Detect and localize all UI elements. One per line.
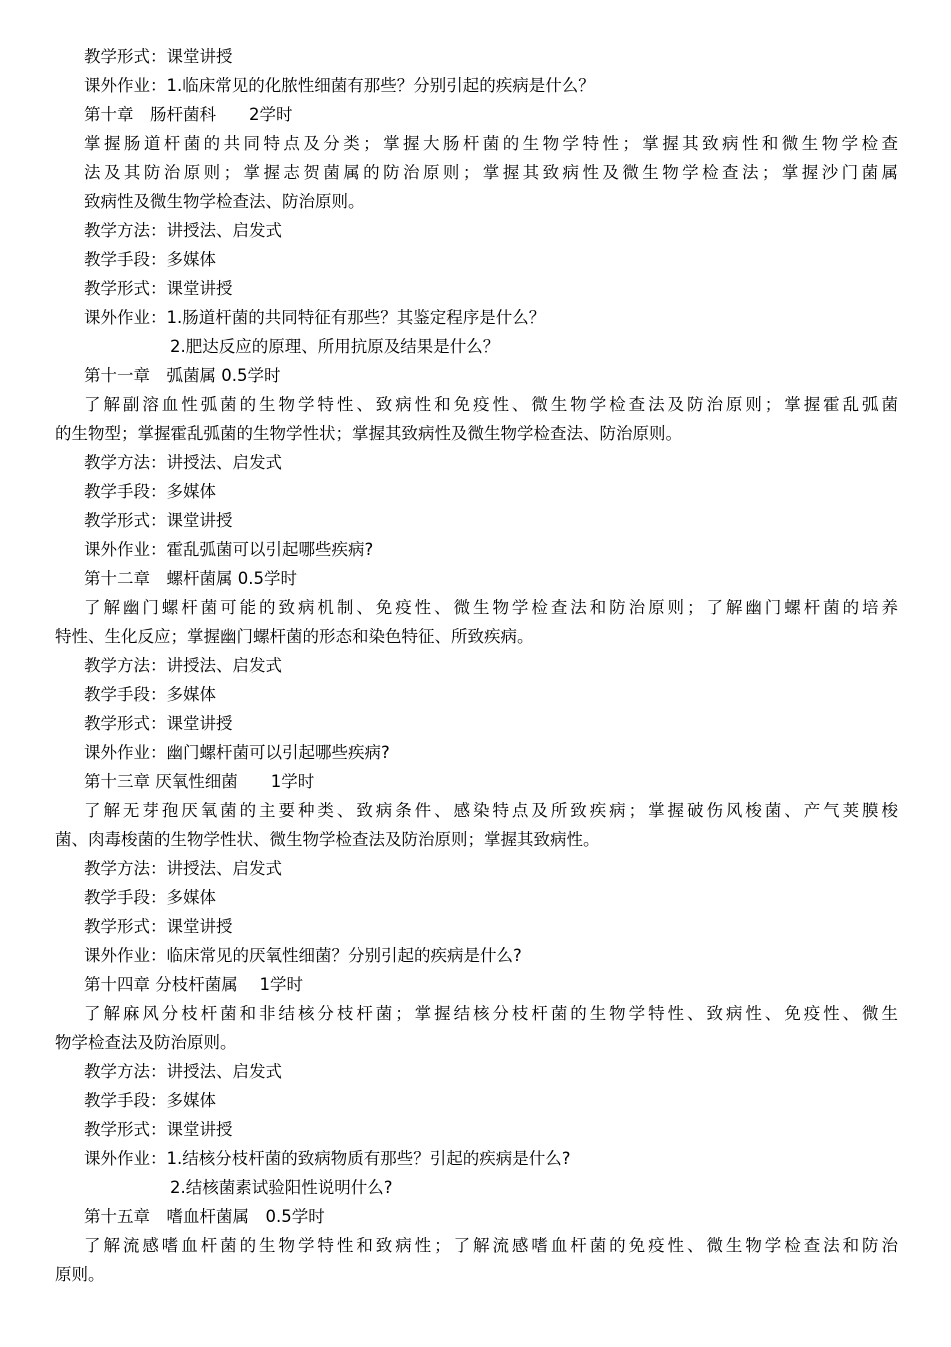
homework-item-2: 2.肥达反应的原理、所用抗原及结果是什么？: [170, 337, 500, 356]
chapter-10-body-line-3: 致病性及微生物学检查法、防治原则。: [84, 192, 365, 211]
homework-line: 课外作业：1.结核分枝杆菌的致病物质有那些？引起的疾病是什么?: [84, 1149, 571, 1168]
teaching-form-line: 教学形式：课堂讲授: [84, 714, 233, 733]
teaching-form-line: 教学形式：课堂讲授: [84, 47, 233, 66]
homework-line: 课外作业：临床常见的厌氧性细菌？分别引起的疾病是什么?: [84, 946, 522, 965]
chapter-14-body-line-2: 物学检查法及防治原则。: [55, 1033, 237, 1052]
chapter-15-body-line-2: 原则。: [55, 1265, 105, 1284]
chapter-14-body-line-1: 了解麻风分枝杆菌和非结核分枝杆菌；掌握结核分枝杆菌的生物学特性、致病性、免疫性、微生: [84, 1004, 898, 1023]
teaching-method-line: 教学方法：讲授法、启发式: [84, 453, 282, 472]
teaching-method-line: 教学方法：讲授法、启发式: [84, 1062, 282, 1081]
teaching-form-line: 教学形式：课堂讲授: [84, 511, 233, 530]
chapter-13-heading: 第十三章 厌氧性细菌 1学时: [84, 772, 315, 791]
teaching-means-line: 教学手段：多媒体: [84, 482, 216, 501]
teaching-form-line: 教学形式：课堂讲授: [84, 917, 233, 936]
chapter-13-body-line-1: 了解无芽孢厌氧菌的主要种类、致病条件、感染特点及所致疾病；掌握破伤风梭菌、产气荚膜梭: [84, 801, 898, 820]
homework-line: 课外作业：幽门螺杆菌可以引起哪些疾病?: [84, 743, 390, 762]
chapter-11-body-line-2: 的生物型；掌握霍乱弧菌的生物学性状；掌握其致病性及微生物学检查法、防治原则。: [55, 424, 682, 443]
teaching-means-line: 教学手段：多媒体: [84, 1091, 216, 1110]
teaching-form-line: 教学形式：课堂讲授: [84, 1120, 233, 1139]
chapter-10-body-line-1: 掌握肠道杆菌的共同特点及分类；掌握大肠杆菌的生物学特性；掌握其致病性和微生物学检查: [84, 134, 898, 153]
homework-line: 课外作业：1.肠道杆菌的共同特征有那些？其鉴定程序是什么？: [84, 308, 546, 327]
teaching-method-line: 教学方法：讲授法、启发式: [84, 656, 282, 675]
teaching-means-line: 教学手段：多媒体: [84, 250, 216, 269]
chapter-12-body-line-2: 特性、生化反应；掌握幽门螺杆菌的形态和染色特征、所致疾病。: [55, 627, 534, 646]
homework-item-2: 2.结核菌素试验阳性说明什么?: [170, 1178, 393, 1197]
teaching-method-line: 教学方法：讲授法、启发式: [84, 221, 282, 240]
chapter-12-body-line-1: 了解幽门螺杆菌可能的致病机制、免疫性、微生物学检查法和防治原则；了解幽门螺杆菌的培养: [84, 598, 898, 617]
teaching-means-line: 教学手段：多媒体: [84, 888, 216, 907]
homework-line: 课外作业：1.临床常见的化脓性细菌有那些？分别引起的疾病是什么？: [84, 76, 595, 95]
chapter-12-heading: 第十二章 螺杆菌属 0.5学时: [84, 569, 297, 588]
chapter-15-heading: 第十五章 嗜血杆菌属 0.5学时: [84, 1207, 325, 1226]
chapter-13-body-line-2: 菌、肉毒梭菌的生物学性状、微生物学检查法及防治原则；掌握其致病性。: [55, 830, 600, 849]
chapter-10-heading: 第十章 肠杆菌科 2学时: [84, 105, 293, 124]
chapter-11-heading: 第十一章 弧菌属 0.5学时: [84, 366, 281, 385]
homework-line: 课外作业：霍乱弧菌可以引起哪些疾病?: [84, 540, 374, 559]
chapter-10-body-line-2: 法及其防治原则；掌握志贺菌属的防治原则；掌握其致病性及微生物学检查法；掌握沙门菌属: [84, 163, 898, 182]
chapter-11-body-line-1: 了解副溶血性弧菌的生物学特性、致病性和免疫性、微生物学检查法及防治原则；掌握霍乱弧菌: [84, 395, 898, 414]
teaching-method-line: 教学方法：讲授法、启发式: [84, 859, 282, 878]
teaching-means-line: 教学手段：多媒体: [84, 685, 216, 704]
teaching-form-line: 教学形式：课堂讲授: [84, 279, 233, 298]
chapter-14-heading: 第十四章 分枝杆菌属 1学时: [84, 975, 303, 994]
chapter-15-body-line-1: 了解流感嗜血杆菌的生物学特性和致病性；了解流感嗜血杆菌的免疫性、微生物学检查法和防治: [84, 1236, 898, 1255]
